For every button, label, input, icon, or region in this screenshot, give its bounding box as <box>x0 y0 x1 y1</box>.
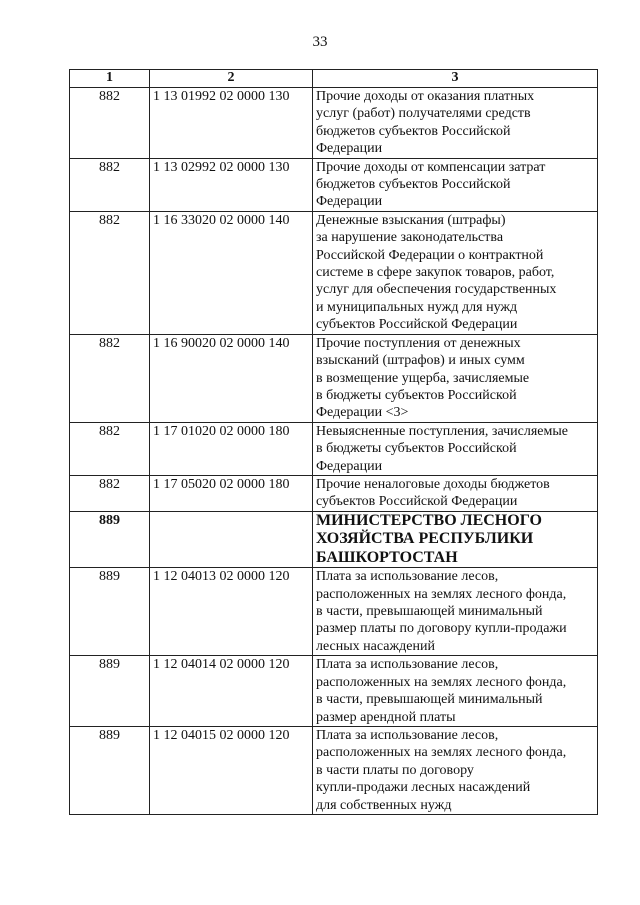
description-line: взысканий (штрафов) и иных сумм <box>316 353 525 369</box>
budget-classification-code-cell: 1 12 04015 02 0000 120 <box>150 726 313 814</box>
table-row <box>70 568 598 656</box>
revenue-description-cell <box>313 88 598 159</box>
column-header-2: 2 <box>150 70 313 88</box>
budget-classification-code-cell: 1 12 04013 02 0000 120 <box>150 568 313 656</box>
description-line: Плата за использование лесов, <box>316 657 499 673</box>
description-line: в части, превышающей минимальный <box>316 692 543 708</box>
admin-code-cell: 882 <box>70 211 150 334</box>
description-line: в возмещение ущерба, зачисляемые <box>316 370 530 386</box>
description-line: Невыясненные поступления, зачисляемые <box>316 423 568 439</box>
description-line: купли-продажи лесных насаждений <box>316 780 531 796</box>
column-header-3: 3 <box>313 70 598 88</box>
description-line: за нарушение законодательства <box>316 230 504 246</box>
description-line: ХОЗЯЙСТВА РЕСПУБЛИКИ <box>316 530 534 548</box>
ministry-heading-row <box>70 511 598 568</box>
revenue-description-cell <box>313 511 598 568</box>
description-line: Федерации <3> <box>316 405 409 421</box>
revenue-description-cell <box>313 422 598 475</box>
admin-code-cell: 882 <box>70 88 150 159</box>
description-line: МИНИСТЕРСТВО ЛЕСНОГО <box>316 511 542 529</box>
description-line: размер платы по договору купли-продажи <box>316 621 567 637</box>
budget-classification-code-cell <box>150 511 313 568</box>
budget-classification-code-cell: 1 17 01020 02 0000 180 <box>150 422 313 475</box>
table-body <box>70 88 598 815</box>
description-line: Прочие неналоговые доходы бюджетов <box>316 476 550 492</box>
description-line: услуг (работ) получателями средств <box>316 106 531 122</box>
budget-classification-code-cell: 1 16 33020 02 0000 140 <box>150 211 313 334</box>
description-line: системе в сфере закупок товаров, работ, <box>316 265 555 281</box>
budget-classification-code-cell: 1 13 02992 02 0000 130 <box>150 158 313 211</box>
description-line: Российской Федерации о контрактной <box>316 247 544 263</box>
description-line: в части, превышающей минимальный <box>316 604 543 620</box>
revenue-codes-table <box>69 69 598 815</box>
budget-classification-code-cell: 1 13 01992 02 0000 130 <box>150 88 313 159</box>
description-line: бюджетов субъектов Российской <box>316 123 511 139</box>
description-line: БАШКОРТОСТАН <box>316 548 458 566</box>
description-line: субъектов Российской Федерации <box>316 494 518 510</box>
admin-code-cell: 889 <box>70 568 150 656</box>
table-row <box>70 656 598 727</box>
description-line: расположенных на землях лесного фонда, <box>316 674 567 690</box>
description-line: Федерации <box>316 194 383 210</box>
table-row <box>70 475 598 511</box>
revenue-description-cell <box>313 334 598 422</box>
table-row <box>70 158 598 211</box>
description-line: Прочие поступления от денежных <box>316 335 521 351</box>
admin-code-cell: 889 <box>70 511 150 568</box>
description-line: в части платы по договору <box>316 762 474 778</box>
description-line: Прочие доходы от оказания платных <box>316 89 535 104</box>
description-line: бюджетов субъектов Российской <box>316 177 511 193</box>
budget-classification-code-cell: 1 12 04014 02 0000 120 <box>150 656 313 727</box>
description-line: Федерации <box>316 458 383 474</box>
description-line: в бюджеты субъектов Российской <box>316 441 517 457</box>
table-row <box>70 211 598 334</box>
revenue-description-cell <box>313 475 598 511</box>
admin-code-cell: 882 <box>70 334 150 422</box>
table-header-row <box>70 70 598 88</box>
description-line: для собственных нужд <box>316 797 452 813</box>
description-line: Денежные взыскания (штрафы) <box>316 212 506 228</box>
description-line: Федерации <box>316 141 383 157</box>
budget-classification-code-cell: 1 16 90020 02 0000 140 <box>150 334 313 422</box>
revenue-description-cell <box>313 568 598 656</box>
description-line: субъектов Российской Федерации <box>316 317 518 333</box>
page-number: 33 <box>312 34 328 50</box>
admin-code-cell: 889 <box>70 726 150 814</box>
description-line: Прочие доходы от компенсации затрат <box>316 159 546 175</box>
description-line: Плата за использование лесов, <box>316 569 499 585</box>
budget-classification-code-cell: 1 17 05020 02 0000 180 <box>150 475 313 511</box>
admin-code-cell: 882 <box>70 158 150 211</box>
description-line: в бюджеты субъектов Российской <box>316 387 517 403</box>
column-header-1: 1 <box>70 70 150 88</box>
revenue-description-cell <box>313 656 598 727</box>
admin-code-cell: 889 <box>70 656 150 727</box>
description-line: расположенных на землях лесного фонда, <box>316 586 567 602</box>
table-row <box>70 726 598 814</box>
description-line: и муниципальных нужд для нужд <box>316 299 518 315</box>
admin-code-cell: 882 <box>70 422 150 475</box>
table-row <box>70 334 598 422</box>
table-row <box>70 88 598 159</box>
description-line: размер арендной платы <box>316 709 456 725</box>
description-line: расположенных на землях лесного фонда, <box>316 745 567 761</box>
description-line: услуг для обеспечения государственных <box>316 282 557 298</box>
revenue-description-cell <box>313 726 598 814</box>
description-line: лесных насаждений <box>316 638 435 654</box>
revenue-description-cell <box>313 158 598 211</box>
admin-code-cell: 882 <box>70 475 150 511</box>
description-line: Плата за использование лесов, <box>316 727 499 743</box>
revenue-description-cell <box>313 211 598 334</box>
table-row <box>70 422 598 475</box>
